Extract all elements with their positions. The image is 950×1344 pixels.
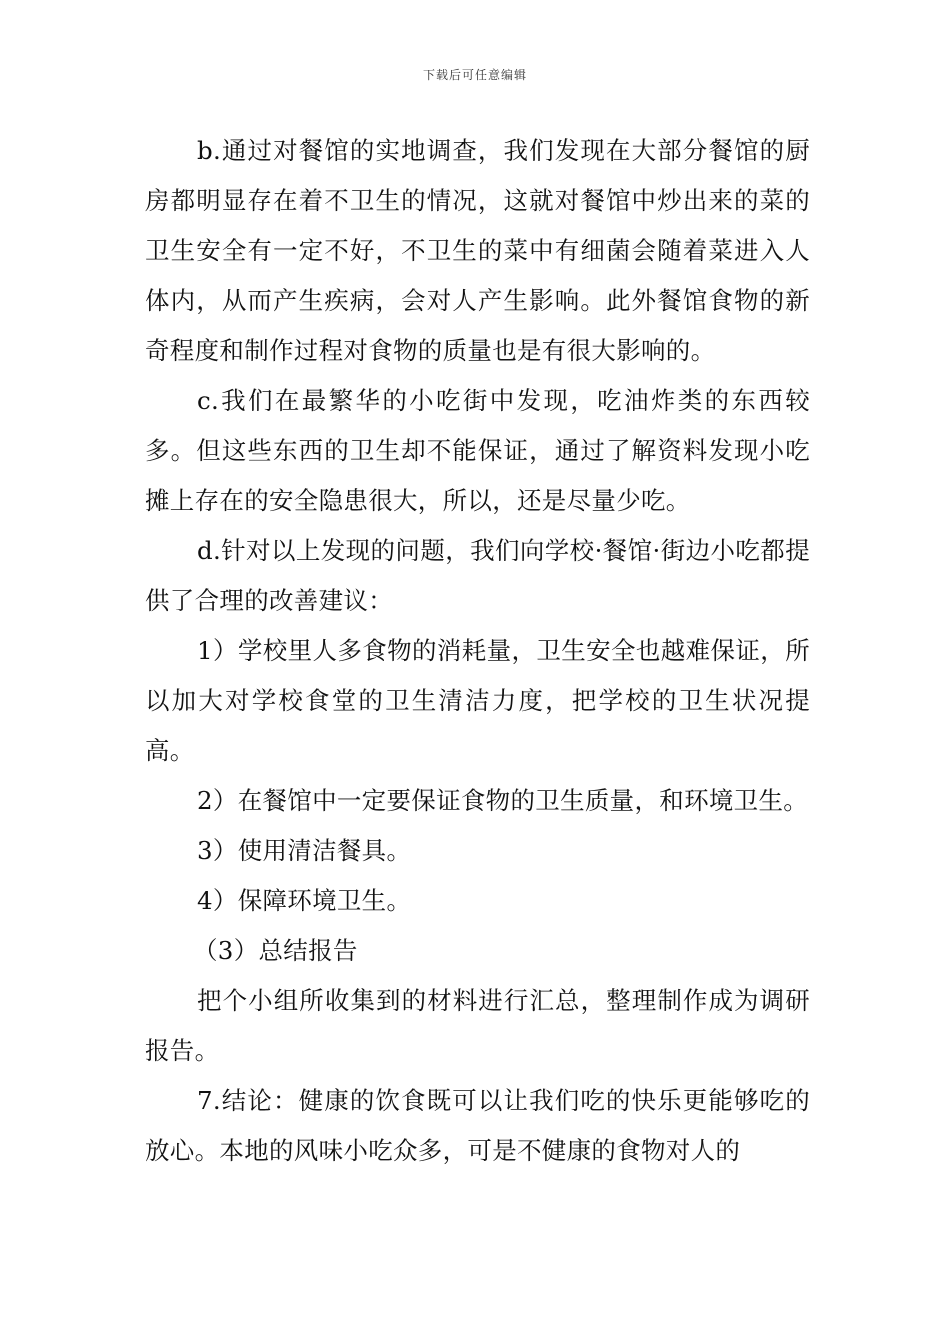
- paragraph-b-restaurant-findings: b.通过对餐馆的实地调查，我们发现在大部分餐馆的厨房都明显存在着不卫生的情况，这就对餐馆中炒出来的菜的卫生安全有一定不好，不卫生的菜中有细菌会随着菜进入人体内，从而产生疾病，会对人产生影响。此外餐馆食物的新奇程度和制作过程对食物的质量也是有很大影响的。: [145, 136, 810, 365]
- suggestion-item-2: 2）在餐馆中一定要保证食物的卫生质量，和环境卫生。: [197, 786, 809, 815]
- document-body: [145, 126, 810, 1176]
- section-heading-summary-report: （3）总结报告: [193, 936, 358, 965]
- paragraph-summary-report: 把个小组所收集到的材料进行汇总，整理制作成为调研报告。: [145, 986, 810, 1065]
- paragraph-d-improvement-suggestions: d.针对以上发现的问题，我们向学校·餐馆·街边小吃都提供了合理的改善建议：: [145, 536, 810, 615]
- page-header-note: 下载后可任意编辑: [422, 68, 527, 82]
- suggestion-item-3: 3）使用清洁餐具。: [197, 836, 412, 865]
- paragraph-conclusion: 7.结论：健康的饮食既可以让我们吃的快乐更能够吃的放心。本地的风味小吃众多，可是不健康的食物对人的: [145, 1086, 810, 1165]
- suggestion-item-4: 4）保障环境卫生。: [197, 886, 412, 915]
- suggestion-item-1: 1）学校里人多食物的消耗量，卫生安全也越难保证，所以加大对学校食堂的卫生清洁力度，把学校的卫生状况提高。: [145, 636, 810, 765]
- paragraph-c-snack-street-findings: c.我们在最繁华的小吃街中发现，吃油炸类的东西较多。但这些东西的卫生却不能保证，通过了解资料发现小吃摊上存在的安全隐患很大，所以，还是尽量少吃。: [145, 386, 810, 515]
